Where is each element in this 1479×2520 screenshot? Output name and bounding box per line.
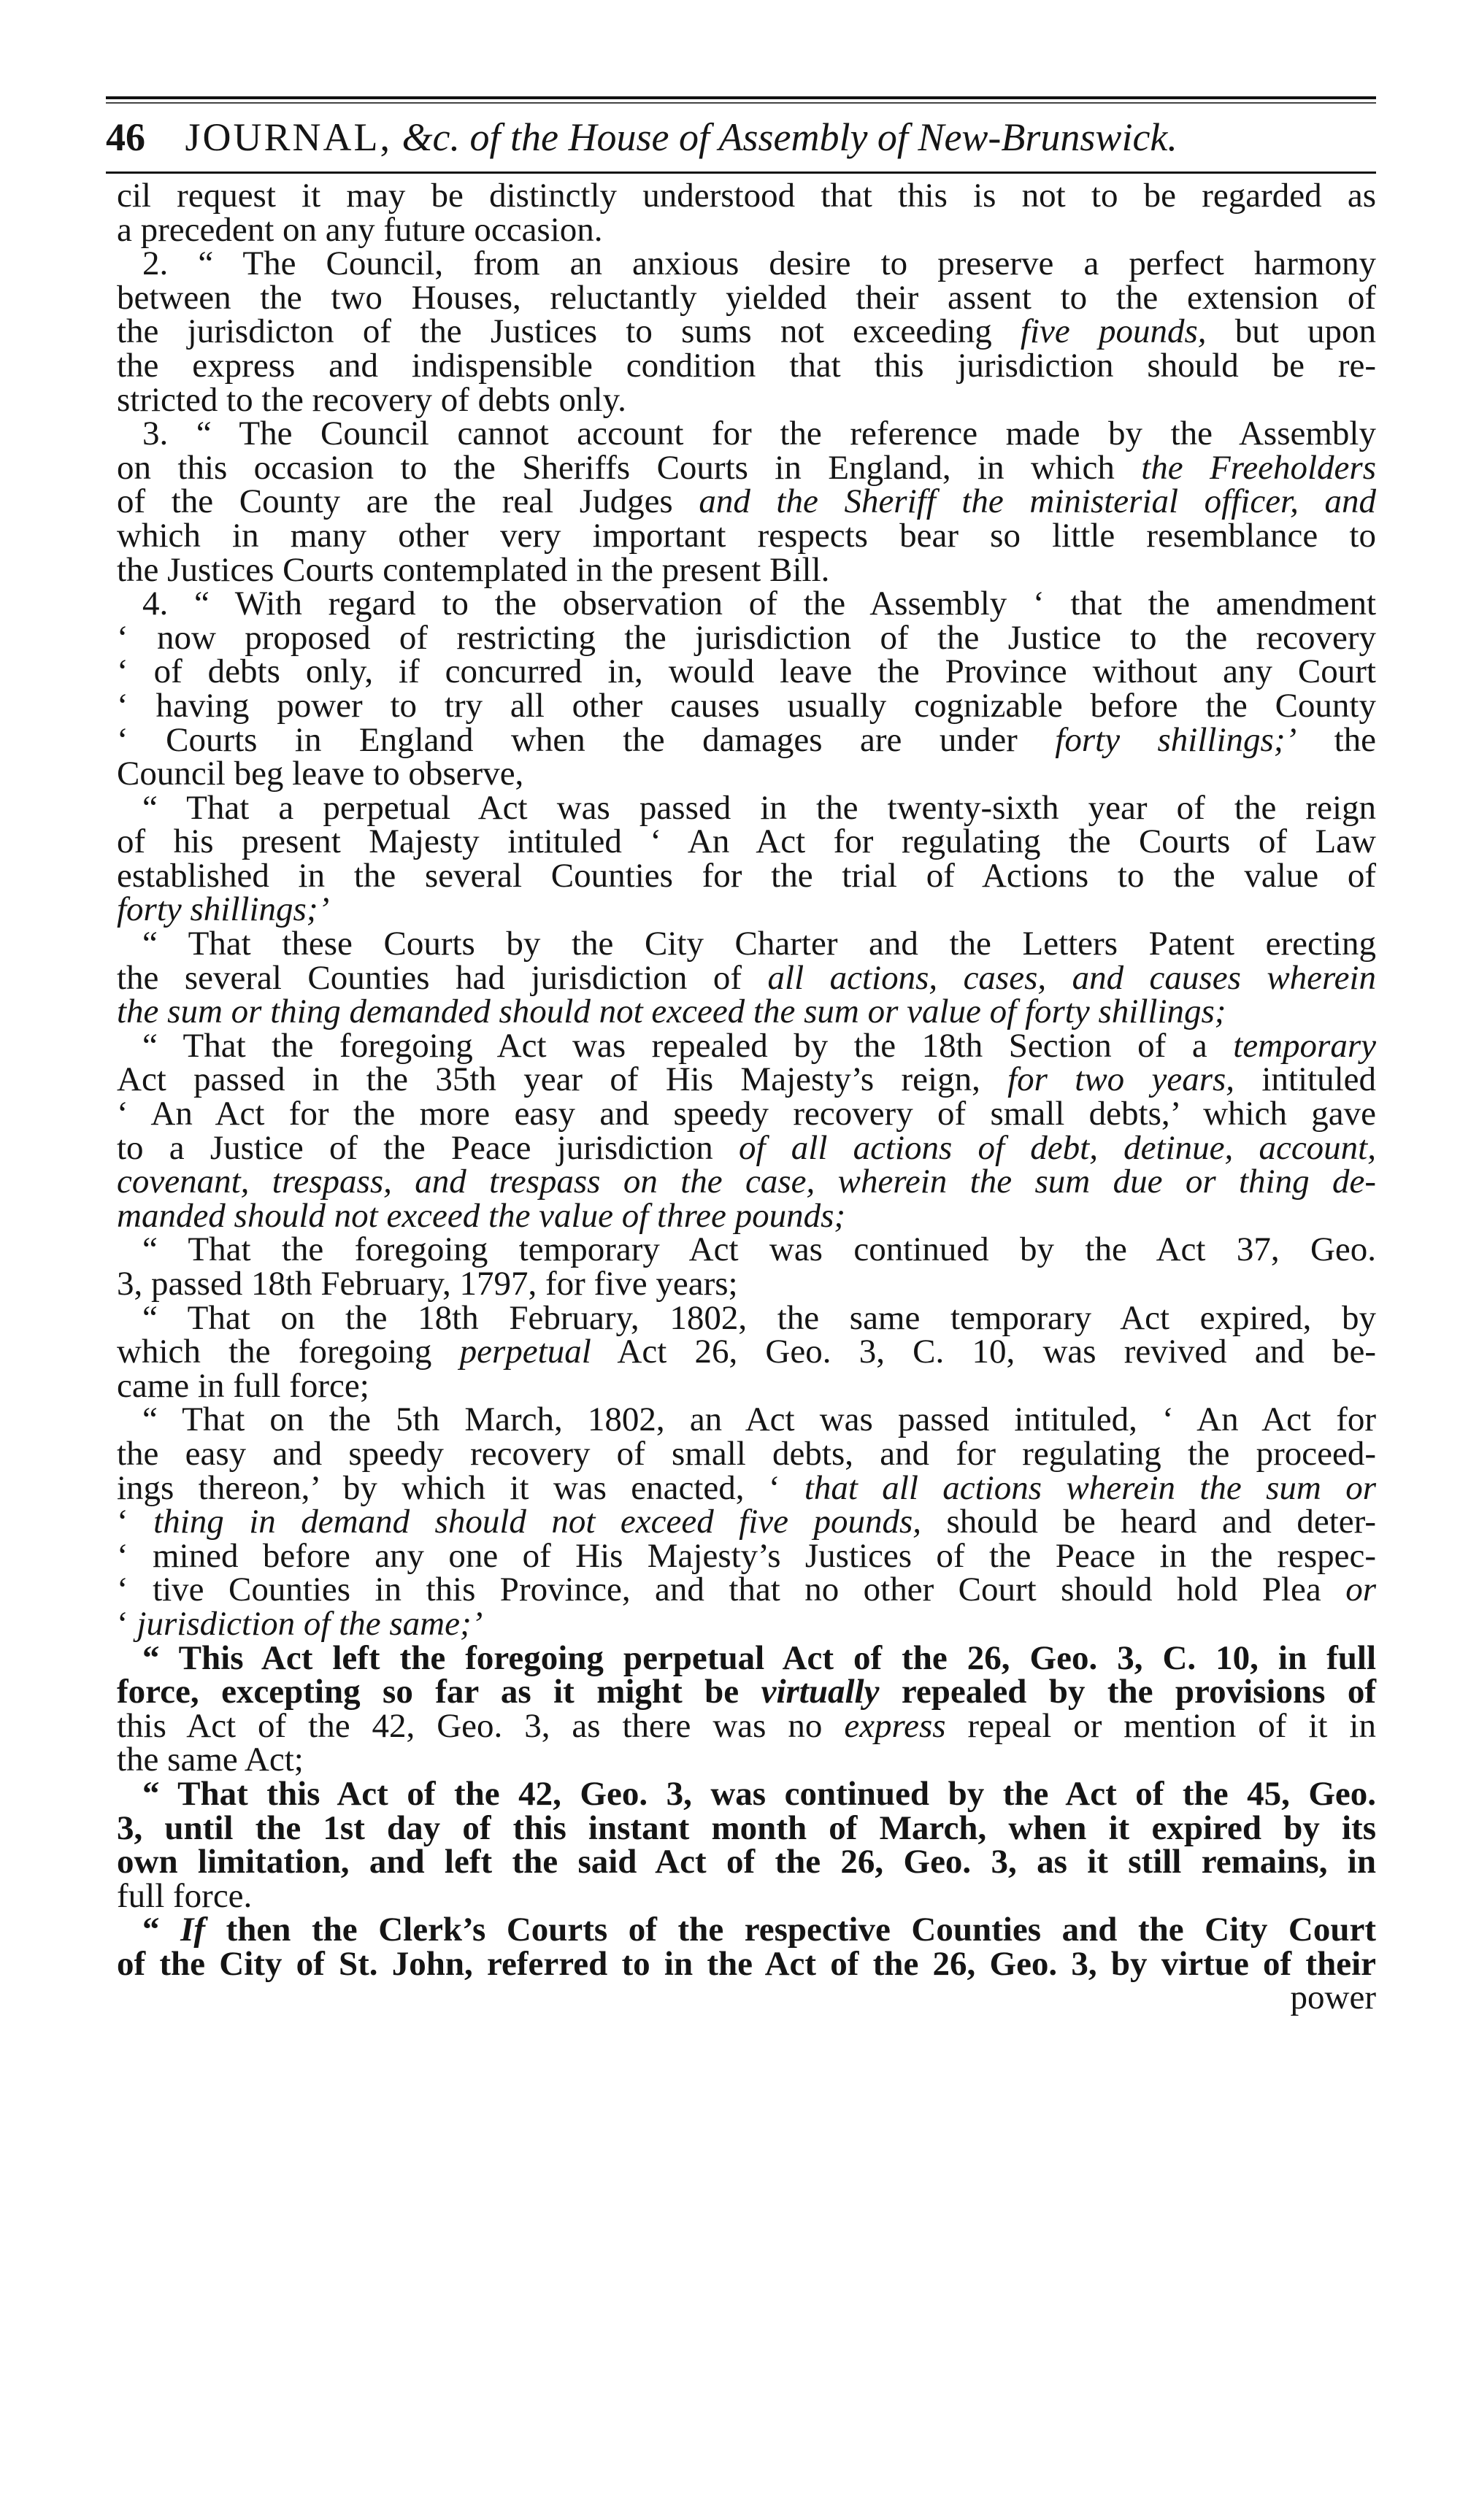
text-line	[117, 1060, 1376, 1099]
italic-text: the sum or thing demanded should not exceed the sum or value of forty shillings;	[117, 993, 1226, 1031]
roman-text: ‘ tive Counties in this Province, and that no other Court should hold Plea	[117, 1571, 1346, 1609]
text-line	[117, 856, 1376, 895]
text-line	[117, 1267, 1376, 1301]
roman-text: of the City of St. John, referred to in the Act of the 26, Geo. 3, by virtue of their	[117, 1944, 1376, 1983]
text-line	[117, 1743, 1376, 1777]
text-line	[117, 179, 1376, 213]
header-rule-bottom	[106, 172, 1376, 174]
roman-text: established in the several Counties for the trial of Actions to the value of	[117, 856, 1376, 895]
text-line	[117, 652, 1376, 691]
roman-text: own limitation, and left the said Act of the 26, Geo. 3, as it still remains, in	[117, 1843, 1376, 1881]
roman-text: ‘ having power to try all other causes usually cognizable before the County	[117, 686, 1376, 725]
running-head	[106, 108, 1376, 166]
text-line	[117, 1366, 1376, 1405]
header-rule-top	[106, 96, 1376, 99]
roman-text: the jurisdicton of the Justices to sums not exceeding	[117, 312, 1021, 351]
header-rule-top-thin	[106, 102, 1376, 104]
roman-text: which in many other very important respects bear so little resemblance to	[117, 516, 1376, 555]
text-line	[117, 720, 1376, 759]
text-line	[117, 757, 1376, 791]
roman-text: “ This Act left the foregoing perpetual Act of the 26, Geo. 3, C. 10, in full	[142, 1638, 1376, 1677]
roman-text: cil request it may be distinctly understood that this is not to be regarded as	[117, 177, 1376, 215]
italic-text: temporary	[1233, 1026, 1376, 1065]
roman-text: between the two Houses, reluctantly yielded their assent to the extension of	[117, 278, 1376, 317]
italic-text: all actions, cases, and causes wherein	[767, 958, 1376, 997]
roman-text: “ That a perpetual Act was passed in the twenty-sixth year of the reign	[142, 788, 1376, 827]
roman-text: force, excepting so far as it might be	[117, 1673, 761, 1711]
roman-text: Council beg leave to observe,	[117, 755, 524, 793]
roman-text: ings thereon,’ by which it was enacted, ‘	[117, 1468, 804, 1507]
roman-text: “	[142, 1911, 181, 1949]
roman-text: this Act of the 42, Geo. 3, as there was no	[117, 1706, 845, 1745]
text-line	[117, 1604, 1376, 1643]
roman-text: “ That the foregoing temporary Act was continued by the Act 37, Geo.	[142, 1230, 1376, 1269]
italic-text: covenant, trespass, and trespass on the case, wherein the sum due or thing de-	[117, 1163, 1376, 1201]
roman-text: “ That on the 18th February, 1802, the same temporary Act expired, by	[142, 1298, 1376, 1337]
roman-text: ‘	[117, 1503, 154, 1541]
italic-text: and the Sheriff the ministerial officer, and	[672, 482, 1376, 521]
text-line	[117, 1097, 1376, 1131]
roman-text: Act passed in the 35th year of His Majesty’s reign,	[117, 1060, 1008, 1099]
roman-text: the easy and speedy recovery of small debts, and for regulating the proceed-	[117, 1434, 1376, 1473]
roman-text: power	[1290, 1978, 1376, 2017]
roman-text: full force.	[117, 1876, 253, 1915]
text-line	[117, 244, 1376, 283]
roman-text: the Justices Courts contemplated in the present Bill.	[117, 550, 830, 589]
body-text	[117, 179, 1376, 2015]
text-line	[117, 1845, 1376, 1879]
italic-text: manded should not exceed the value of three pounds;	[117, 1196, 846, 1235]
italic-text: that all actions wherein the sum or	[804, 1468, 1376, 1507]
text-line	[117, 927, 1376, 961]
roman-text: ‘ Courts in England when the damages are under	[117, 720, 1056, 759]
italic-text: five pounds,	[1020, 312, 1207, 351]
text-line	[117, 1808, 1376, 1847]
text-line	[117, 890, 1376, 929]
text-line	[117, 1913, 1376, 1947]
roman-text: repealed by the provisions of	[879, 1673, 1376, 1711]
roman-text: “ That this Act of the 42, Geo. 3, was continued by the Act of the 45, Geo.	[142, 1774, 1376, 1813]
roman-text: a precedent on any future occasion.	[117, 210, 603, 249]
text-line	[117, 1978, 1376, 2017]
italic-text: jurisdiction of the same;’	[137, 1604, 483, 1643]
roman-text: then the Clerk’s Courts of the respective Counties and the City Court	[205, 1911, 1376, 1949]
roman-text: the express and indispensible condition that this jurisdiction should be re-	[117, 346, 1376, 385]
roman-text: 2. “ The Council, from an anxious desire to preserve a perfect harmony	[142, 244, 1376, 283]
roman-text: 3, until the 1st day of this instant month of March, when it expired by its	[117, 1808, 1376, 1847]
italic-text: forty shillings;’	[1055, 720, 1297, 759]
text-line	[117, 482, 1376, 521]
roman-text: on this occasion to the Sheriffs Courts in England, in which	[117, 448, 1142, 487]
roman-text: of the County are the real Judges	[117, 482, 673, 521]
roman-text: of his present Majesty intituled ‘ An Act for regulating the Courts of Law	[117, 822, 1376, 861]
roman-text: the	[1296, 720, 1376, 759]
text-line	[117, 1573, 1376, 1607]
roman-text: which the foregoing	[117, 1333, 460, 1371]
italic-text: forty shillings;’	[117, 890, 330, 929]
roman-text: Act 26, Geo. 3, C. 10, was revived and be-	[591, 1333, 1376, 1371]
text-line	[117, 1196, 1376, 1235]
roman-text: intituled	[1234, 1060, 1376, 1099]
roman-text: to a Justice of the Peace jurisdiction	[117, 1128, 739, 1167]
roman-text: repeal or mention of it in	[945, 1706, 1376, 1745]
text-line	[117, 1468, 1376, 1507]
roman-text: came in full force;	[117, 1366, 369, 1405]
roman-text: 3. “ The Council cannot account for the reference made by the Assembly	[142, 415, 1376, 453]
roman-text: ‘ mined before any one of His Majesty’s Justices of the Peace in the respec-	[117, 1536, 1376, 1575]
italic-text: thing in demand should not exceed five pounds,	[153, 1503, 922, 1541]
roman-text: “ That these Courts by the City Charter and the Letters Patent erecting	[142, 925, 1376, 963]
italic-text: or	[1345, 1571, 1376, 1609]
text-line	[117, 1400, 1376, 1439]
text-line	[117, 618, 1376, 657]
text-line	[117, 1876, 1376, 1915]
roman-text: ‘	[117, 1604, 137, 1643]
text-line	[117, 1298, 1376, 1337]
text-line	[117, 346, 1376, 385]
text-line	[117, 1536, 1376, 1575]
text-line	[117, 1706, 1376, 1745]
text-line	[117, 278, 1376, 317]
roman-text: the several Counties had jurisdiction of	[117, 958, 768, 997]
roman-text: ‘ An Act for the more easy and speedy recovery of small debts,’ which gave	[117, 1095, 1376, 1133]
text-line	[117, 1774, 1376, 1813]
text-line	[117, 550, 1376, 589]
text-line	[117, 995, 1376, 1029]
text-line	[117, 312, 1376, 351]
text-line	[117, 587, 1376, 621]
text-line	[117, 1335, 1376, 1369]
text-line	[117, 1944, 1376, 1983]
italic-text: the Freeholders	[1141, 448, 1376, 487]
text-line	[117, 788, 1376, 827]
text-line	[117, 210, 1376, 249]
text-line	[117, 448, 1376, 487]
text-line	[117, 686, 1376, 725]
text-line	[117, 822, 1376, 861]
italic-text: perpetual	[459, 1333, 591, 1371]
text-line	[117, 1675, 1376, 1709]
roman-text: “ That the foregoing Act was repealed by the 18th Section of a	[142, 1026, 1234, 1065]
journal-title: JOURNAL,	[185, 115, 393, 159]
roman-text: ‘ of debts only, if concurred in, would leave the Province without any Court	[117, 652, 1376, 691]
text-line	[117, 1128, 1376, 1167]
italic-text: If	[180, 1911, 206, 1949]
text-line	[117, 1230, 1376, 1269]
roman-text: 3, passed 18th February, 1797, for five years;	[117, 1265, 738, 1303]
roman-text: should be heard and deter-	[921, 1503, 1376, 1541]
text-line	[117, 417, 1376, 451]
italic-text: of all actions of debt, detinue, account,	[739, 1128, 1376, 1167]
italic-text: express	[844, 1706, 946, 1745]
roman-text: ‘ now proposed of restricting the jurisdiction of the Justice to the recovery	[117, 618, 1376, 657]
page-number: 46	[106, 115, 145, 159]
roman-text: “ That on the 5th March, 1802, an Act was passed intituled, ‘ An Act for	[142, 1400, 1376, 1439]
italic-text: virtually	[761, 1673, 880, 1711]
text-line	[117, 1165, 1376, 1199]
text-line	[117, 380, 1376, 419]
text-line	[117, 958, 1376, 997]
text-line	[117, 1638, 1376, 1677]
text-line	[117, 1026, 1376, 1065]
journal-subtitle: &c. of the House of Assembly of New-Brunswick.	[402, 115, 1178, 159]
text-line	[117, 1505, 1376, 1539]
roman-text: the same Act;	[117, 1741, 304, 1779]
text-line	[117, 1434, 1376, 1473]
roman-text: stricted to the recovery of debts only.	[117, 380, 626, 419]
roman-text: but upon	[1206, 312, 1376, 351]
roman-text: 4. “ With regard to the observation of the Assembly ‘ that the amendment	[142, 585, 1376, 623]
text-line	[117, 516, 1376, 555]
italic-text: for two years,	[1007, 1060, 1235, 1099]
